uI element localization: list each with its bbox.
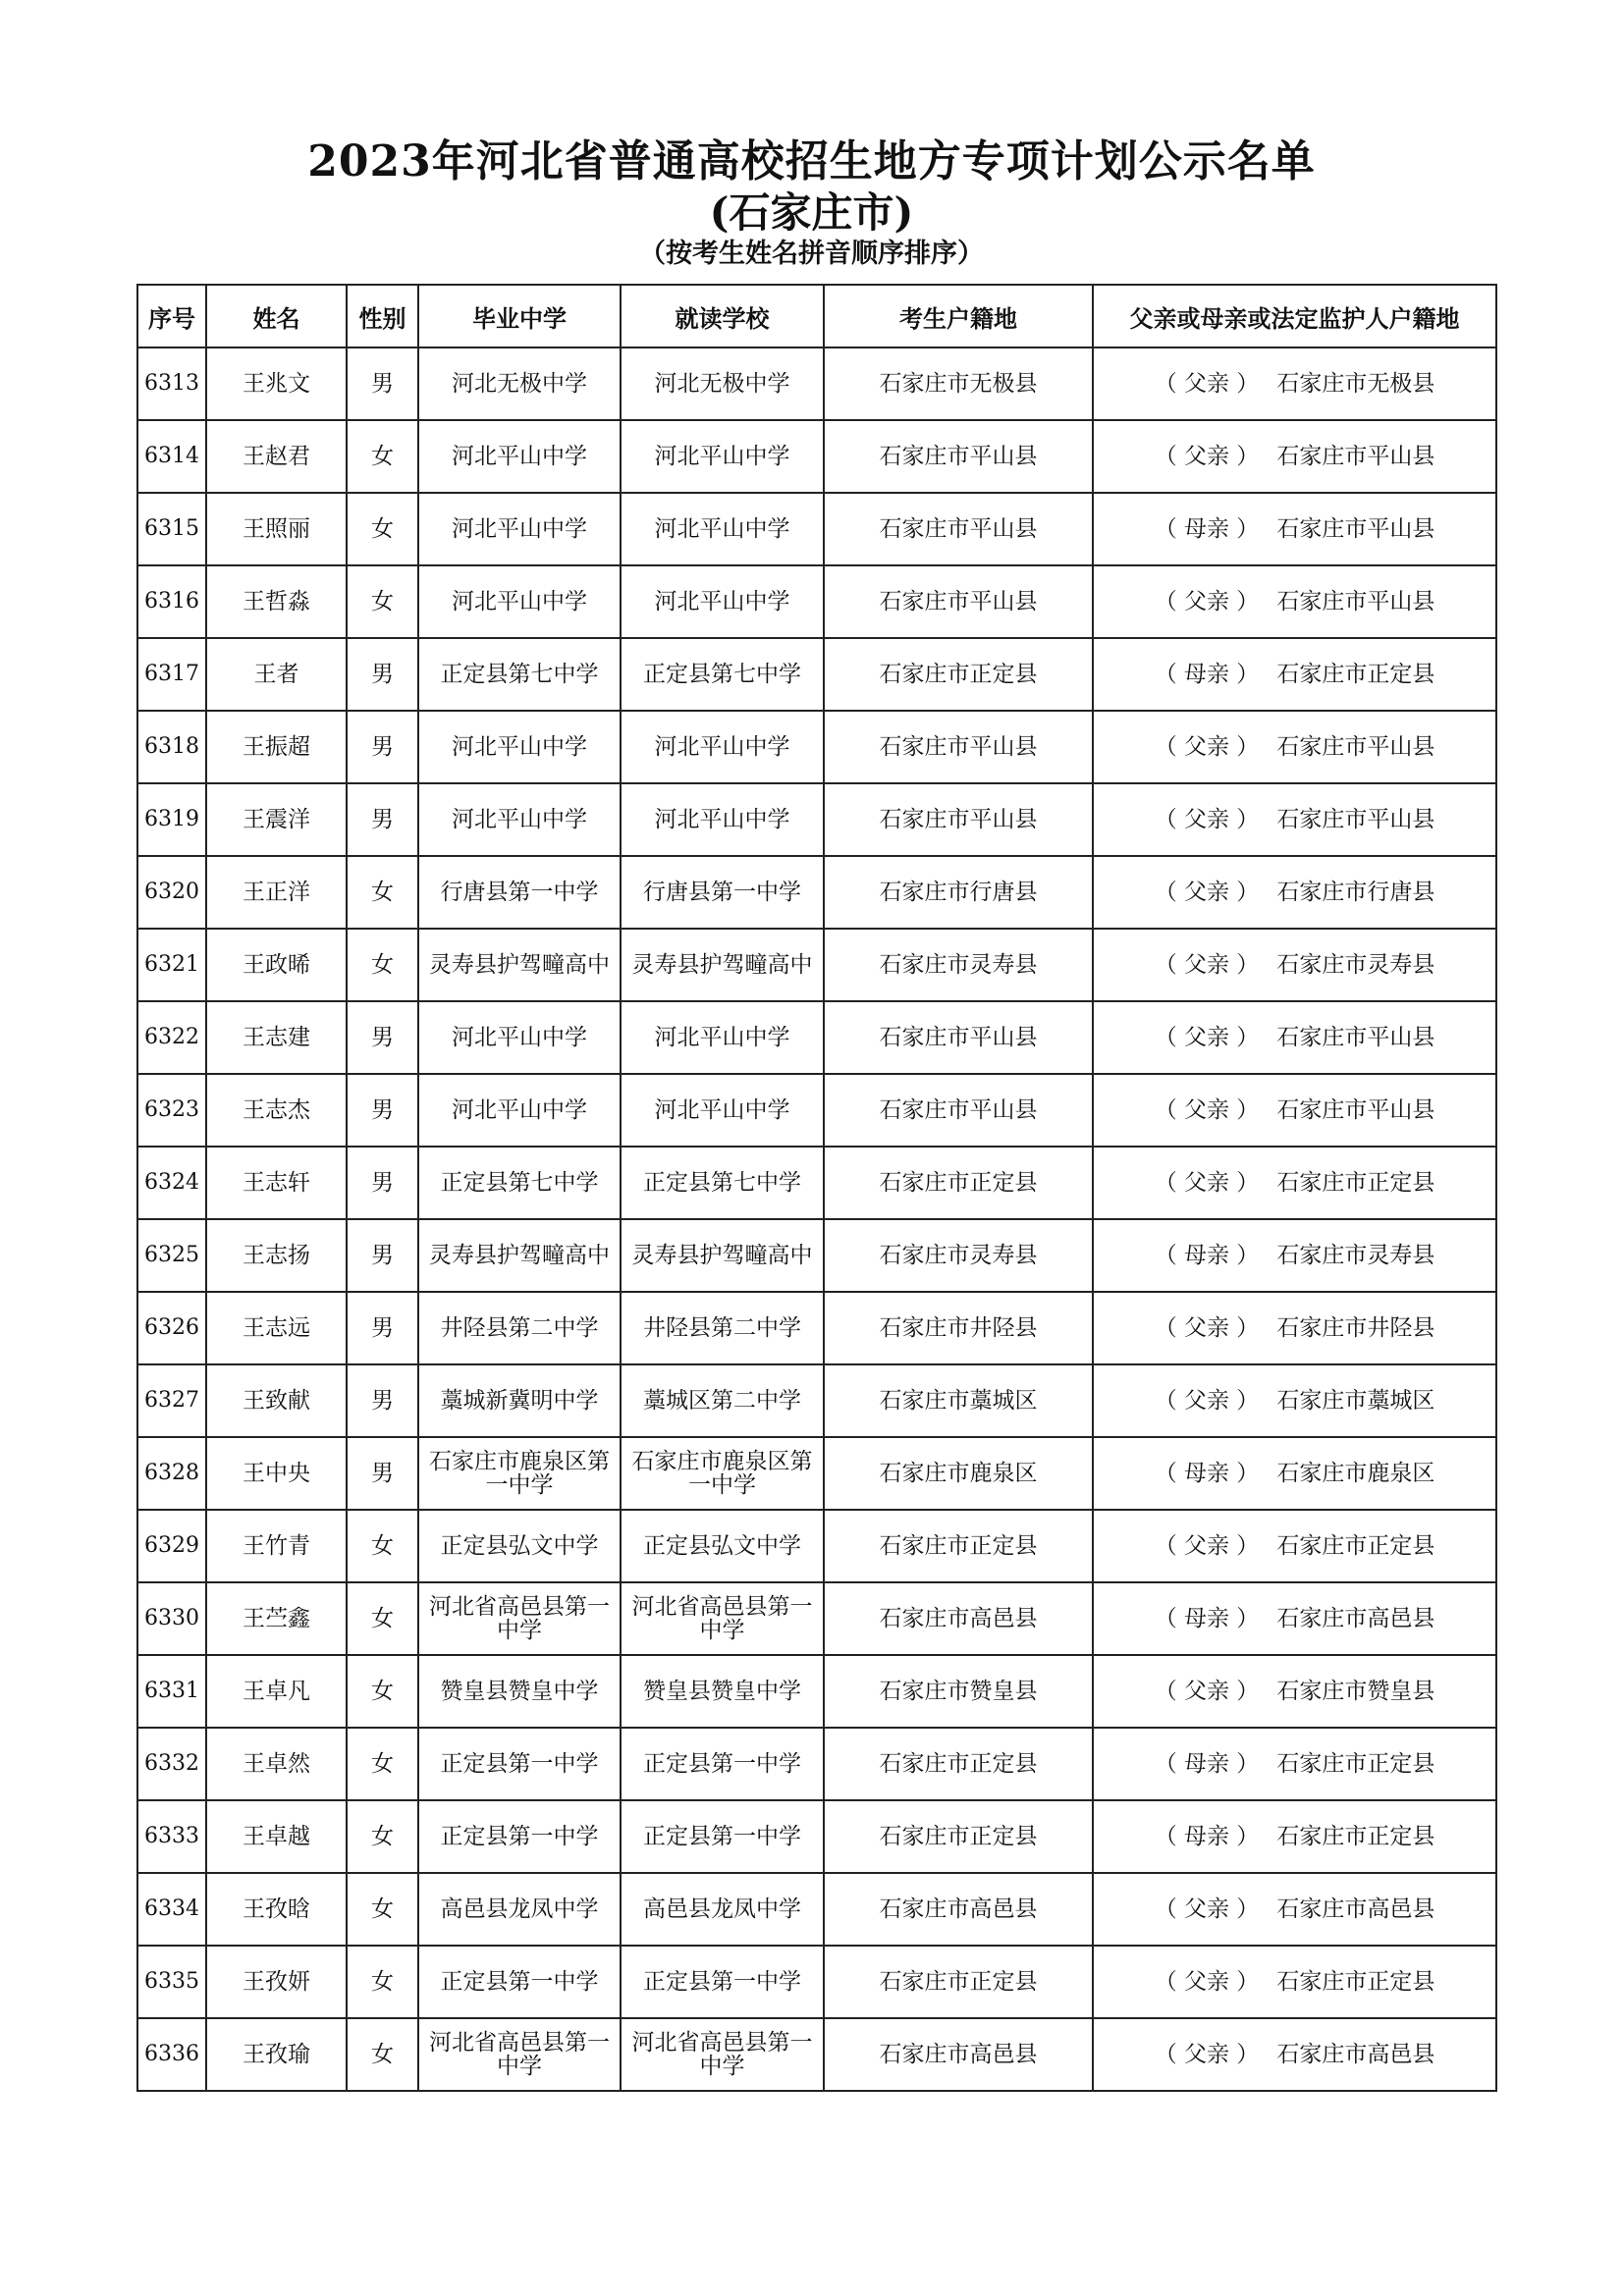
cell-name: 王志杰 [206,1074,347,1147]
cell-residence: 石家庄市赞皇县 [824,1655,1093,1728]
cell-gender: 男 [347,638,418,711]
table-row [137,1219,1496,1292]
guardian-residence: 石家庄市正定县 [1276,1969,1435,1995]
cell-residence: 石家庄市正定县 [824,1510,1093,1582]
cell-gender: 女 [347,929,418,1001]
cell-study-school: 河北平山中学 [621,565,824,638]
cell-residence: 石家庄市鹿泉区 [824,1437,1093,1510]
cell-residence: 石家庄市高邑县 [824,1582,1093,1655]
cell-grad-school: 行唐县第一中学 [418,856,621,929]
cell-study-school: 正定县第七中学 [621,1147,824,1219]
cell-name: 王志轩 [206,1147,347,1219]
table-row [137,1074,1496,1147]
table-row [137,1147,1496,1219]
cell-guardian [1093,1582,1496,1655]
cell-residence: 石家庄市正定县 [824,1728,1093,1800]
col-header-seq: 序号 [137,285,206,347]
cell-name: 王哲淼 [206,565,347,638]
cell-guardian [1093,1437,1496,1510]
cell-seq: 6321 [137,929,206,1001]
cell-residence: 石家庄市平山县 [824,711,1093,783]
cell-gender: 女 [347,1582,418,1655]
cell-guardian [1093,347,1496,420]
guardian-relation: （ 父亲 ） [1154,1969,1260,1995]
table-body [137,347,1496,2091]
table-row [137,565,1496,638]
col-header-grad-school: 毕业中学 [418,285,621,347]
cell-gender: 女 [347,1655,418,1728]
cell-gender: 女 [347,420,418,493]
cell-seq: 6319 [137,783,206,856]
guardian-relation: （ 父亲 ） [1154,1025,1260,1050]
table-row [137,856,1496,929]
guardian-residence: 石家庄市平山县 [1276,444,1435,469]
table-row [137,347,1496,420]
guardian-residence: 石家庄市平山县 [1276,589,1435,614]
cell-study-school: 正定县第一中学 [621,1946,824,2018]
table-row [137,1655,1496,1728]
cell-grad-school: 灵寿县护驾疃高中 [418,1219,621,1292]
table-row [137,711,1496,783]
cell-seq: 6315 [137,493,206,565]
cell-guardian [1093,493,1496,565]
cell-grad-school: 石家庄市鹿泉区第一中学 [418,1437,621,1510]
guardian-relation: （ 父亲 ） [1154,1170,1260,1196]
guardian-residence: 石家庄市行唐县 [1276,880,1435,905]
cell-residence: 石家庄市正定县 [824,1946,1093,2018]
col-header-guardian-residence: 父亲或母亲或法定监护人户籍地 [1093,285,1496,347]
table-row [137,638,1496,711]
cell-seq: 6331 [137,1655,206,1728]
cell-name: 王照丽 [206,493,347,565]
cell-grad-school: 河北无极中学 [418,347,621,420]
cell-grad-school: 正定县第七中学 [418,638,621,711]
col-header-residence: 考生户籍地 [824,285,1093,347]
guardian-relation: （ 母亲 ） [1154,516,1260,542]
cell-guardian [1093,1510,1496,1582]
cell-grad-school: 井陉县第二中学 [418,1292,621,1364]
col-header-study-school: 就读学校 [621,285,824,347]
table-row [137,929,1496,1001]
cell-grad-school: 河北平山中学 [418,565,621,638]
cell-seq: 6332 [137,1728,206,1800]
guardian-residence: 石家庄市藁城区 [1276,1388,1435,1414]
guardian-relation: （ 父亲 ） [1154,1679,1260,1704]
cell-gender: 男 [347,711,418,783]
guardian-relation: （ 父亲 ） [1154,880,1260,905]
table-row [137,1292,1496,1364]
cell-guardian [1093,1292,1496,1364]
cell-gender: 女 [347,565,418,638]
cell-guardian [1093,1728,1496,1800]
cell-seq: 6316 [137,565,206,638]
cell-seq: 6329 [137,1510,206,1582]
cell-study-school: 河北平山中学 [621,1074,824,1147]
cell-name: 王正洋 [206,856,347,929]
guardian-residence: 石家庄市灵寿县 [1276,1243,1435,1268]
cell-gender: 男 [347,1001,418,1074]
guardian-residence: 石家庄市灵寿县 [1276,952,1435,978]
guardian-relation: （ 父亲 ） [1154,1315,1260,1341]
table-row [137,1001,1496,1074]
cell-guardian [1093,1873,1496,1946]
table-row [137,1582,1496,1655]
table-row [137,1437,1496,1510]
cell-name: 王者 [206,638,347,711]
cell-name: 王志建 [206,1001,347,1074]
guardian-relation: （ 父亲 ） [1154,1896,1260,1922]
cell-grad-school: 正定县第一中学 [418,1946,621,2018]
cell-study-school: 石家庄市鹿泉区第一中学 [621,1437,824,1510]
roster-table [136,284,1497,2092]
cell-grad-school: 正定县第七中学 [418,1147,621,1219]
table-row [137,1728,1496,1800]
cell-grad-school: 灵寿县护驾疃高中 [418,929,621,1001]
page-subtitle: (石家庄市) [709,188,914,237]
cell-name: 王孜瑜 [206,2018,347,2091]
cell-grad-school: 河北平山中学 [418,1001,621,1074]
cell-guardian [1093,783,1496,856]
guardian-relation: （ 父亲 ） [1154,371,1260,397]
cell-name: 王竹青 [206,1510,347,1582]
cell-guardian [1093,1001,1496,1074]
cell-seq: 6325 [137,1219,206,1292]
cell-seq: 6327 [137,1364,206,1437]
cell-seq: 6317 [137,638,206,711]
guardian-residence: 石家庄市鹿泉区 [1276,1461,1435,1486]
guardian-residence: 石家庄市平山县 [1276,1097,1435,1123]
cell-guardian [1093,856,1496,929]
cell-guardian [1093,1364,1496,1437]
cell-name: 王政晞 [206,929,347,1001]
table-row [137,2018,1496,2091]
cell-guardian [1093,1946,1496,2018]
cell-gender: 男 [347,1364,418,1437]
cell-study-school: 灵寿县护驾疃高中 [621,1219,824,1292]
guardian-relation: （ 母亲 ） [1154,1824,1260,1849]
cell-study-school: 河北省高邑县第一中学 [621,1582,824,1655]
cell-residence: 石家庄市灵寿县 [824,1219,1093,1292]
cell-name: 王孜晗 [206,1873,347,1946]
cell-grad-school: 河北省高邑县第一中学 [418,1582,621,1655]
guardian-residence: 石家庄市正定县 [1276,1751,1435,1777]
cell-seq: 6328 [137,1437,206,1510]
cell-gender: 女 [347,493,418,565]
cell-gender: 女 [347,856,418,929]
table-row [137,783,1496,856]
cell-seq: 6330 [137,1582,206,1655]
cell-name: 王卓越 [206,1800,347,1873]
cell-seq: 6336 [137,2018,206,2091]
guardian-residence: 石家庄市无极县 [1276,371,1435,397]
cell-grad-school: 河北平山中学 [418,420,621,493]
cell-seq: 6318 [137,711,206,783]
cell-gender: 男 [347,1219,418,1292]
guardian-relation: （ 母亲 ） [1154,1751,1260,1777]
guardian-relation: （ 父亲 ） [1154,1533,1260,1559]
cell-residence: 石家庄市高邑县 [824,1873,1093,1946]
cell-seq: 6323 [137,1074,206,1147]
cell-name: 王孜妍 [206,1946,347,2018]
guardian-residence: 石家庄市正定县 [1276,662,1435,687]
cell-gender: 男 [347,1437,418,1510]
guardian-residence: 石家庄市平山县 [1276,516,1435,542]
cell-seq: 6333 [137,1800,206,1873]
cell-name: 王震洋 [206,783,347,856]
cell-residence: 石家庄市灵寿县 [824,929,1093,1001]
cell-name: 王致献 [206,1364,347,1437]
table-row [137,1873,1496,1946]
guardian-residence: 石家庄市赞皇县 [1276,1679,1435,1704]
cell-study-school: 河北无极中学 [621,347,824,420]
guardian-residence: 石家庄市平山县 [1276,807,1435,832]
table-row [137,1364,1496,1437]
cell-study-school: 井陉县第二中学 [621,1292,824,1364]
table-row [137,1800,1496,1873]
cell-study-school: 赞皇县赞皇中学 [621,1655,824,1728]
cell-grad-school: 正定县第一中学 [418,1728,621,1800]
cell-gender: 男 [347,1292,418,1364]
guardian-relation: （ 父亲 ） [1154,952,1260,978]
cell-gender: 女 [347,1728,418,1800]
cell-study-school: 河北平山中学 [621,420,824,493]
cell-grad-school: 河北平山中学 [418,783,621,856]
cell-residence: 石家庄市正定县 [824,1147,1093,1219]
cell-seq: 6326 [137,1292,206,1364]
table-row [137,1510,1496,1582]
cell-seq: 6313 [137,347,206,420]
cell-guardian [1093,420,1496,493]
guardian-relation: （ 母亲 ） [1154,1243,1260,1268]
cell-residence: 石家庄市高邑县 [824,2018,1093,2091]
cell-gender: 男 [347,1147,418,1219]
cell-name: 王卓凡 [206,1655,347,1728]
cell-study-school: 正定县弘文中学 [621,1510,824,1582]
guardian-relation: （ 母亲 ） [1154,662,1260,687]
cell-gender: 男 [347,347,418,420]
cell-guardian [1093,638,1496,711]
col-header-name: 姓名 [206,285,347,347]
cell-study-school: 灵寿县护驾疃高中 [621,929,824,1001]
guardian-residence: 石家庄市高邑县 [1276,1606,1435,1631]
cell-study-school: 正定县第一中学 [621,1728,824,1800]
guardian-residence: 石家庄市高邑县 [1276,2042,1435,2067]
cell-residence: 石家庄市井陉县 [824,1292,1093,1364]
cell-residence: 石家庄市平山县 [824,1001,1093,1074]
cell-name: 王兆文 [206,347,347,420]
table-row [137,1946,1496,2018]
cell-study-school: 正定县第一中学 [621,1800,824,1873]
cell-grad-school: 藁城新冀明中学 [418,1364,621,1437]
cell-seq: 6324 [137,1147,206,1219]
guardian-relation: （ 父亲 ） [1154,589,1260,614]
cell-study-school: 河北平山中学 [621,783,824,856]
col-header-gender: 性别 [347,285,418,347]
cell-grad-school: 正定县弘文中学 [418,1510,621,1582]
cell-gender: 女 [347,1946,418,2018]
cell-name: 王中央 [206,1437,347,1510]
guardian-residence: 石家庄市高邑县 [1276,1896,1435,1922]
cell-grad-school: 河北平山中学 [418,493,621,565]
cell-study-school: 行唐县第一中学 [621,856,824,929]
cell-study-school: 正定县第七中学 [621,638,824,711]
cell-residence: 石家庄市藁城区 [824,1364,1093,1437]
cell-grad-school: 河北省高邑县第一中学 [418,2018,621,2091]
table-header-row [137,285,1496,347]
cell-residence: 石家庄市平山县 [824,1074,1093,1147]
cell-gender: 男 [347,1074,418,1147]
cell-seq: 6334 [137,1873,206,1946]
cell-study-school: 藁城区第二中学 [621,1364,824,1437]
cell-grad-school: 赞皇县赞皇中学 [418,1655,621,1728]
cell-residence: 石家庄市平山县 [824,493,1093,565]
page-title: 2023年河北省普通高校招生地方专项计划公示名单 [307,136,1316,187]
cell-residence: 石家庄市无极县 [824,347,1093,420]
cell-residence: 石家庄市平山县 [824,420,1093,493]
cell-name: 王志远 [206,1292,347,1364]
guardian-relation: （ 父亲 ） [1154,1388,1260,1414]
cell-guardian [1093,1800,1496,1873]
guardian-residence: 石家庄市平山县 [1276,734,1435,760]
guardian-relation: （ 父亲 ） [1154,807,1260,832]
table-row [137,420,1496,493]
cell-grad-school: 正定县第一中学 [418,1800,621,1873]
cell-gender: 女 [347,1873,418,1946]
cell-guardian [1093,1219,1496,1292]
cell-seq: 6314 [137,420,206,493]
cell-gender: 女 [347,1800,418,1873]
guardian-relation: （ 父亲 ） [1154,444,1260,469]
cell-guardian [1093,711,1496,783]
cell-residence: 石家庄市行唐县 [824,856,1093,929]
cell-gender: 女 [347,2018,418,2091]
guardian-residence: 石家庄市正定县 [1276,1824,1435,1849]
cell-study-school: 河北平山中学 [621,493,824,565]
cell-guardian [1093,565,1496,638]
cell-residence: 石家庄市正定县 [824,1800,1093,1873]
cell-study-school: 河北平山中学 [621,1001,824,1074]
cell-residence: 石家庄市平山县 [824,783,1093,856]
cell-name: 王卓然 [206,1728,347,1800]
cell-study-school: 河北省高邑县第一中学 [621,2018,824,2091]
cell-guardian [1093,2018,1496,2091]
guardian-relation: （ 父亲 ） [1154,1097,1260,1123]
cell-name: 王苎鑫 [206,1582,347,1655]
cell-study-school: 高邑县龙凤中学 [621,1873,824,1946]
cell-name: 王志扬 [206,1219,347,1292]
guardian-residence: 石家庄市正定县 [1276,1533,1435,1559]
cell-residence: 石家庄市正定县 [824,638,1093,711]
cell-name: 王赵君 [206,420,347,493]
guardian-residence: 石家庄市井陉县 [1276,1315,1435,1341]
guardian-residence: 石家庄市平山县 [1276,1025,1435,1050]
cell-residence: 石家庄市平山县 [824,565,1093,638]
cell-gender: 女 [347,1510,418,1582]
cell-grad-school: 河北平山中学 [418,1074,621,1147]
cell-grad-school: 高邑县龙凤中学 [418,1873,621,1946]
table-row [137,493,1496,565]
cell-grad-school: 河北平山中学 [418,711,621,783]
cell-gender: 男 [347,783,418,856]
guardian-relation: （ 父亲 ） [1154,734,1260,760]
guardian-residence: 石家庄市正定县 [1276,1170,1435,1196]
cell-seq: 6335 [137,1946,206,2018]
cell-seq: 6322 [137,1001,206,1074]
guardian-relation: （ 母亲 ） [1154,1606,1260,1631]
cell-guardian [1093,929,1496,1001]
cell-guardian [1093,1147,1496,1219]
guardian-relation: （ 母亲 ） [1154,1461,1260,1486]
sort-note: （按考生姓名拼音顺序排序） [639,239,984,269]
guardian-relation: （ 父亲 ） [1154,2042,1260,2067]
cell-guardian [1093,1655,1496,1728]
cell-name: 王振超 [206,711,347,783]
cell-guardian [1093,1074,1496,1147]
cell-study-school: 河北平山中学 [621,711,824,783]
cell-seq: 6320 [137,856,206,929]
